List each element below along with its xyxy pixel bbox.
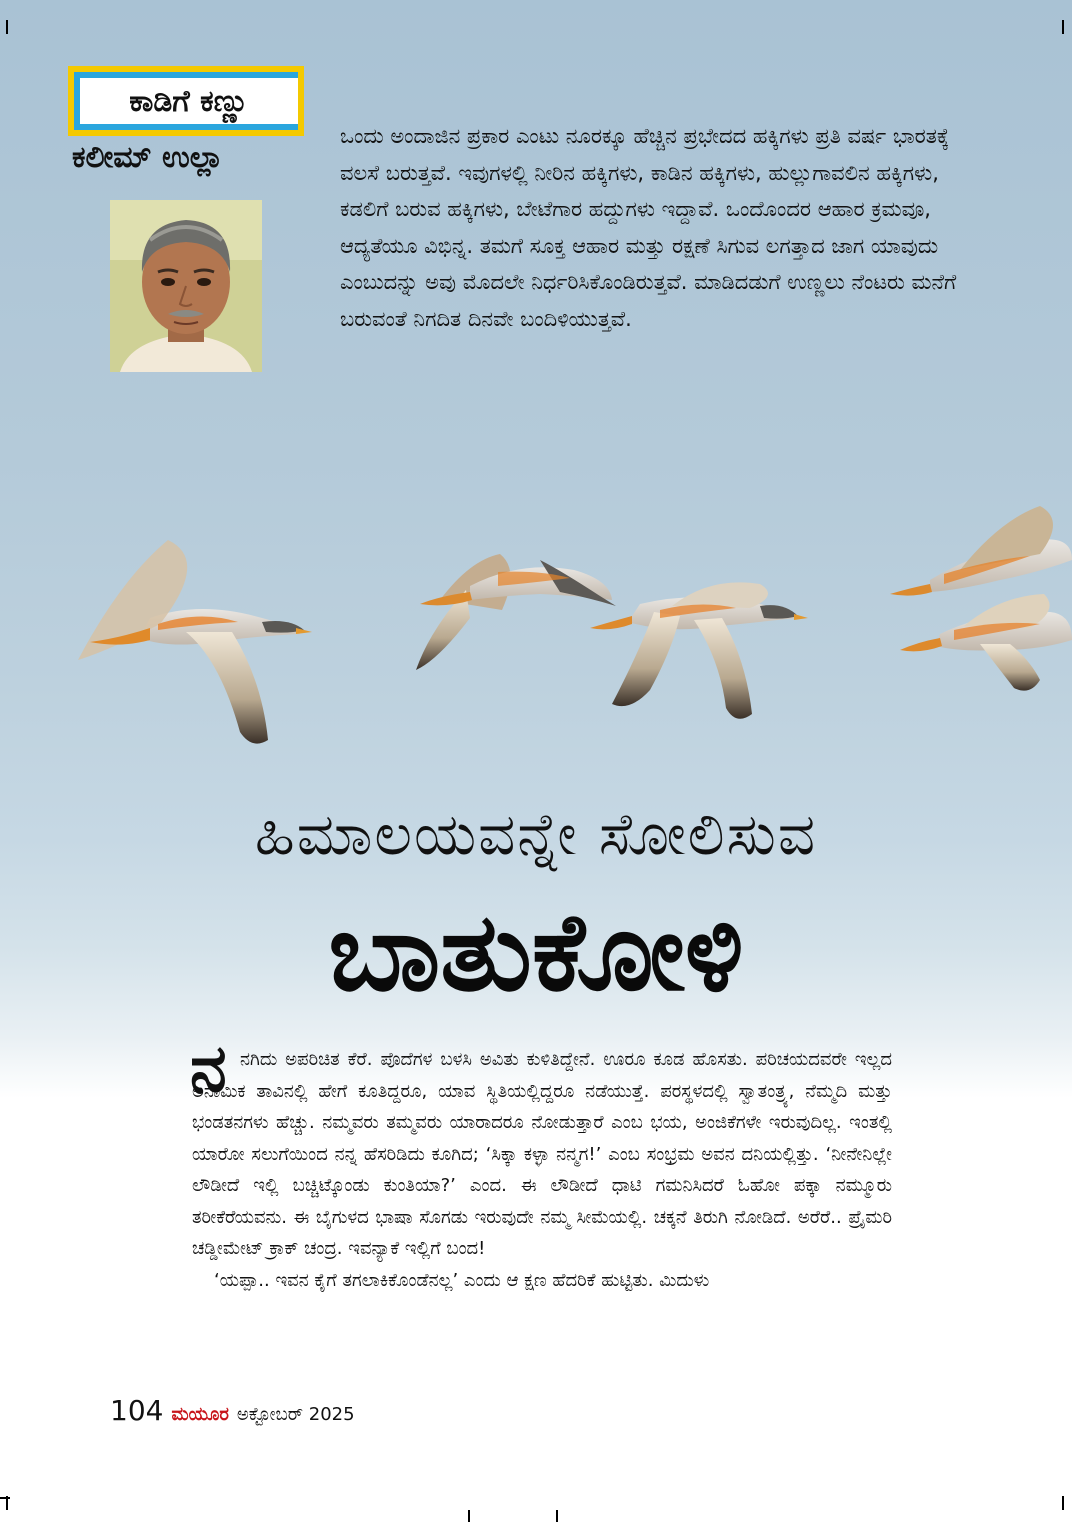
body-paragraph-1: ನಗಿದು ಅಪರಿಚಿತ ಕೆರೆ. ಪೊದೆಗಳ ಬಳಸಿ ಅವಿತು ಕುಳಿತಿದ್ದೇನೆ. ಊರೂ ಕೂಡ ಹೊಸತು. ಪರಿಚಯದವರೇ ಇಲ್ಲದ ಅನಾಮಿಕ ತಾವಿನಲ್ಲಿ ಹೇಗೆ ಕೂತಿದ್ದರೂ, ಯಾವ ಸ್ಥಿತಿಯಲ್ಲಿದ್ದರೂ ನಡೆಯುತ್ತೆ. ಪರಸ್ಥಳದಲ್ಲಿ ಸ್ವಾತಂತ್ರ್ಯ, ನೆಮ್ಮದಿ ಮತ್ತು ಭಂಡತನಗಳು ಹೆಚ್ಚು. ನಮ್ಮವರು ತಮ್ಮವರು ಯಾರಾದರೂ ನೋಡುತ್ತಾರೆ ಎಂಬ ಭಯ, ಅಂಜಿಕೆಗಳೇ ಇರುವುದಿಲ್ಲ. ಇಂತಲ್ಲಿ ಯಾರೋ ಸಲುಗೆಯಿಂದ ನನ್ನ ಹೆಸರಿಡಿದು ಕೂಗಿದ; ‘ಸಿಕ್ಕಾ ಕಳ್ಳಾ ನನ್ಮಗ!’ ಎಂಬ ಸಂಭ್ರಮ ಅವನ ದನಿಯಲ್ಲಿತ್ತು. ‘ನೀನೇನಿಲ್ಲೇ ಲೌಡೀದೆ ಇಲ್ಲಿ ಬಚ್ಚಿಟ್ಕೊಂಡು ಕುಂತಿಯಾ?’ ಎಂದ. ಈ ಲೌಡೀದೆ ಧಾಟಿ ಗಮನಿಸಿದರೆ ಓಹೋ ಪಕ್ಕಾ ನಮ್ಮೂರು ತರೀಕೆರೆಯವನು. ಈ ಬೈಗುಳದ ಭಾಷಾ ಸೊಗಡು ಇರುವುದೇ ನಮ್ಮ ಸೀಮೆಯಲ್ಲಿ. ಚಕ್ಕನೆ ತಿರುಗಿ ನೋಡಿದೆ. ಅರೆರೆ.. ಪ್ರೈಮರಿ ಚಡ್ಡೀಮೇಟ್ ಕ್ರಾಕ್ ಚಂದ್ರ. ಇವನ್ಯಾಕೆ ಇಲ್ಲಿಗೆ ಬಂದ! [192,1049,892,1259]
crop-mark-bottom-center-2 [556,1510,558,1522]
intro-paragraph [340,118,980,337]
page-footer [110,1394,355,1430]
goose-2 [416,554,616,670]
goose-4 [890,506,1072,596]
issue-date: ಅಕ್ಟೋಬರ್ 2025 [236,1404,355,1425]
goose-1 [78,540,312,744]
author-photo [110,200,262,372]
intro-text: ಒಂದು ಅಂದಾಜಿನ ಪ್ರಕಾರ ಎಂಟು ನೂರಕ್ಕೂ ಹೆಚ್ಚಿನ ಪ್ರಭೇದದ ಹಕ್ಕಿಗಳು ಪ್ರತಿ ವರ್ಷ ಭಾರತಕ್ಕೆ ವಲಸೆ ಬರುತ್ತವೆ. ಇವುಗಳಲ್ಲಿ ನೀರಿನ ಹಕ್ಕಿಗಳು, ಕಾಡಿನ ಹಕ್ಕಿಗಳು, ಹುಲ್ಲುಗಾವಲಿನ ಹಕ್ಕಿಗಳು, ಕಡಲಿಗೆ ಬರುವ ಹಕ್ಕಿಗಳು, ಬೇಟೆಗಾರ ಹದ್ದುಗಳು ಇದ್ದಾವೆ. ಒಂದೊಂದರ ಆಹಾರ ಕ್ರಮವೂ, ಆದ್ಯತೆಯೂ ವಿಭಿನ್ನ. ತಮಗೆ ಸೂಕ್ತ ಆಹಾರ ಮತ್ತು ರಕ್ಷಣೆ ಸಿಗುವ ಲಗತ್ತಾದ ಜಾಗ ಯಾವುದು ಎಂಬುದನ್ನು ಅವು ಮೊದಲೇ ನಿರ್ಧರಿಸಿಕೊಂಡಿರುತ್ತವೆ. ಮಾಡಿದಡುಗೆ ಉಣ್ಣಲು ನೆಂಟರು ಮನೆಗೆ ಬರುವಂತೆ ನಿಗದಿತ ದಿನವೇ ಬಂದಿಳಿಯುತ್ತವೆ. [340,124,957,331]
drop-cap: ನ [190,1030,227,1107]
crop-mark-bottom-center [468,1510,470,1522]
author-portrait-illustration [110,200,262,372]
headline-line-2: ಬಾತುಕೋಳಿ [328,890,744,1015]
magazine-name: ಮಯೂರ [171,1404,229,1425]
flying-geese-illustration [0,500,1072,800]
headline-line-1: ಹಿಮಾಲಯವನ್ನೇ ಸೋಲಿಸುವ [254,800,818,868]
body-paragraph-2: ‘ಯಪ್ಪಾ.. ಇವನ ಕೈಗೆ ತಗಲಾಕಿಕೊಂಡೆನಲ್ಲ’ ಎಂದು ಆ ಕ್ಷಣ ಹೆದರಿಕೆ ಹುಟ್ಟಿತು. ಮಿದುಳು [214,1269,710,1291]
crop-mark-left-edge [0,1497,10,1499]
crop-mark-bottom-right [1062,1496,1064,1510]
column-tag-label: ಕಾಡಿಗೆ ಕಣ್ಣು [74,72,298,130]
column-tag [68,66,304,136]
crop-mark-top-right [1062,20,1064,34]
author-name: ಕಲೀಮ್ ಉಲ್ಲಾ [72,140,224,175]
goose-5 [900,594,1072,691]
page-number: 104 [110,1394,164,1427]
goose-3 [590,582,808,718]
crop-mark-top-left [6,20,8,34]
article-body [192,1044,892,1296]
